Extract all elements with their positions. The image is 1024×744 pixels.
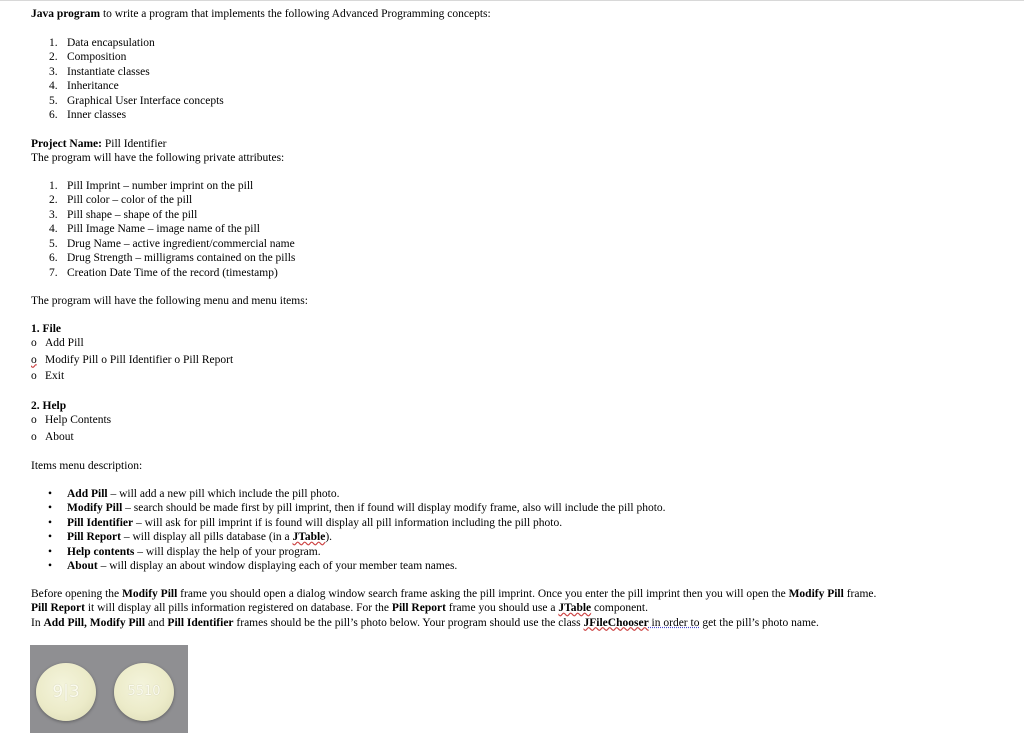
circle-bullet-icon: o (31, 353, 37, 366)
menu-help-title: 2. Help (31, 399, 67, 412)
list-item: 3. Instantiate classes (49, 65, 150, 78)
list-item: o Help Contents (31, 414, 112, 426)
list-item: 2. Pill color – color of the pill (49, 194, 193, 206)
attributes-list (31, 179, 1011, 281)
bullet-icon: • (48, 531, 53, 543)
menu-file-list (31, 336, 1011, 384)
bullet-icon: • (48, 560, 53, 572)
closing-paragraph: Before opening the Modify Pill frame you should open a dialog window search frame asking the pill imprint. Once you enter the pill imprint then you will open the Modify Pill frame. Pill Report it will display all pills information registered on database. For the Pill Report frame you should use a JTable component. In Add Pill, Modify Pill and Pill Identifier frames should be the pill’s photo below. Your program should use the class JFileChooser in order to get the pill’s photo name. (31, 587, 877, 629)
intro-paragraph (31, 7, 1011, 22)
list-item: o Modify Pill o Pill Identifier o Pill Report (31, 353, 234, 366)
list-item: • Pill Report – will display all pills database (in a JTable). (48, 531, 333, 543)
list-item: 5. Graphical User Interface concepts (49, 94, 224, 107)
circle-bullet-icon: o (31, 370, 37, 382)
pill-1: 9|3 (36, 663, 96, 721)
project-name: Project Name: Pill Identifier (31, 137, 167, 150)
bullet-icon: • (48, 545, 53, 558)
circle-bullet-icon: o (31, 414, 37, 426)
list-item: • Modify Pill – search should be made first by pill imprint, then if found will display modify frame, also will include the pill photo. (48, 502, 666, 514)
list-item: 6. Inner classes (49, 109, 127, 121)
intro-bold: Java program (31, 8, 101, 20)
list-item: 7. Creation Date Time of the record (timestamp) (49, 266, 278, 279)
items-intro: Items menu description: (31, 460, 143, 472)
list-item: • Help contents – will display the help of your program. (48, 545, 321, 558)
menu-help-list (31, 413, 1011, 444)
list-item: • About – will display an about window displaying each of your member team names. (48, 560, 458, 572)
pill-photo (30, 645, 188, 733)
pill-2: 5510 (114, 663, 174, 721)
list-item: 1. Pill Imprint – number imprint on the pill (49, 179, 254, 192)
circle-bullet-icon: o (174, 353, 181, 366)
list-item: • Pill Identifier – will ask for pill imprint if is found will display all pill information including the pill photo. (48, 516, 563, 529)
bullet-icon: • (48, 502, 53, 514)
list-item: 5. Drug Name – active ingredient/commercial name (49, 237, 295, 250)
menu-intro: The program will have the following menu and menu items: (31, 295, 308, 307)
items-description-list (31, 487, 1011, 574)
list-item: 1. Data encapsulation (49, 36, 155, 49)
attributes-intro: The program will have the following private attributes: (31, 152, 285, 164)
list-item: o Exit (31, 370, 65, 382)
intro-text: to write a program that implements the following Advanced Programming concepts: (100, 8, 491, 20)
list-item: • Add Pill – will add a new pill which include the pill photo. (48, 487, 340, 500)
menu-file-title: 1. File (31, 322, 62, 335)
list-item: 2. Composition (49, 51, 127, 63)
bullet-icon: • (48, 516, 53, 529)
list-item: 6. Drug Strength – milligrams contained on the pills (49, 252, 296, 264)
list-item: 4. Inheritance (49, 80, 119, 92)
list-item: o Add Pill (31, 337, 84, 349)
circle-bullet-icon: o (101, 353, 107, 366)
top-border (0, 0, 1024, 1)
circle-bullet-icon: o (31, 337, 37, 349)
document-body (31, 7, 1011, 630)
concepts-list (31, 36, 1011, 123)
list-item: 3. Pill shape – shape of the pill (49, 208, 198, 221)
circle-bullet-icon: o (31, 430, 37, 443)
bullet-icon: • (48, 487, 53, 500)
list-item: 4. Pill Image Name – image name of the pill (49, 223, 260, 235)
list-item: o About (31, 430, 74, 443)
